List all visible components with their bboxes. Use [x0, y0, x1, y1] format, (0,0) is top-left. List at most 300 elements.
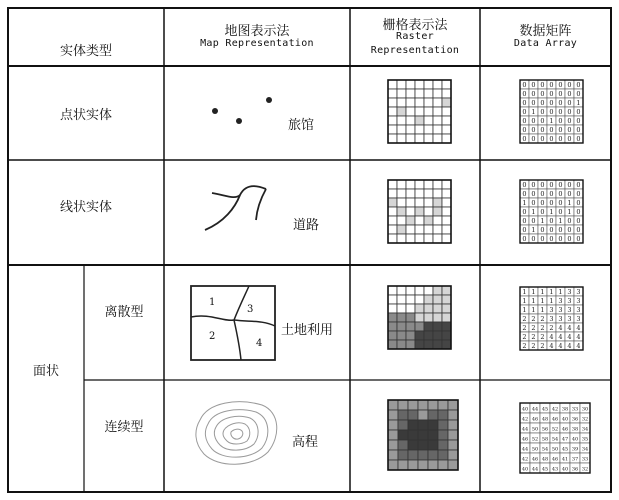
raster-cell — [442, 189, 451, 198]
raster-cell — [442, 134, 451, 143]
raster-cell — [406, 116, 415, 125]
array-value: 46 — [521, 436, 529, 443]
raster-cell — [406, 322, 415, 331]
raster-cell — [397, 331, 406, 340]
raster-cell — [424, 125, 433, 134]
raster-cell — [424, 116, 433, 125]
array-value: 0 — [558, 108, 563, 116]
array-value: 0 — [522, 181, 527, 189]
array-value: 0 — [567, 99, 572, 107]
array-value: 50 — [531, 426, 539, 433]
array-value: 1 — [540, 288, 545, 296]
array-value: 0 — [531, 126, 536, 134]
array-value: 0 — [540, 190, 545, 198]
raster-cell — [406, 125, 415, 134]
raster-cell — [388, 450, 398, 460]
raster-cell — [418, 440, 428, 450]
raster-cell — [433, 207, 442, 216]
array-value: 32 — [581, 466, 589, 473]
data-array-point — [520, 80, 583, 143]
array-value: 3 — [567, 315, 572, 323]
raster-cell — [388, 207, 397, 216]
raster-cell — [406, 216, 415, 225]
raster-cell — [433, 189, 442, 198]
array-value: 0 — [576, 217, 581, 225]
raster-cell — [388, 331, 397, 340]
array-value: 0 — [531, 81, 536, 89]
array-value: 0 — [531, 190, 536, 198]
array-value: 0 — [576, 126, 581, 134]
data-array-continuous — [520, 403, 590, 473]
raster-cell — [388, 189, 397, 198]
array-value: 0 — [522, 235, 527, 243]
raster-cell — [433, 331, 442, 340]
array-value: 0 — [549, 90, 554, 98]
raster-cell — [388, 295, 397, 304]
raster-cell — [415, 234, 424, 243]
raster-cell — [424, 207, 433, 216]
raster-cell — [442, 125, 451, 134]
array-value: 0 — [567, 126, 572, 134]
array-value: 0 — [567, 217, 572, 225]
raster-cell — [398, 460, 408, 470]
array-value: 0 — [567, 190, 572, 198]
raster-cell — [424, 189, 433, 198]
array-value: 0 — [522, 126, 527, 134]
array-value: 0 — [558, 135, 563, 143]
array-value: 0 — [540, 235, 545, 243]
raster-cell — [388, 180, 397, 189]
raster-cell — [433, 295, 442, 304]
raster-cell — [397, 340, 406, 349]
raster-cell — [388, 340, 397, 349]
header-raster-en-2: Representation — [370, 45, 460, 56]
raster-cell — [418, 400, 428, 410]
raster-grid-discrete — [388, 286, 451, 349]
array-value: 1 — [522, 306, 527, 314]
raster-cell — [388, 304, 397, 313]
header-raster-en-1: Raster — [396, 31, 434, 42]
map-contours — [196, 402, 277, 465]
array-value: 4 — [549, 342, 554, 350]
array-value: 46 — [531, 456, 539, 463]
raster-cell — [388, 216, 397, 225]
array-value: 3 — [558, 297, 563, 305]
raster-cell — [424, 98, 433, 107]
array-value: 0 — [540, 117, 545, 125]
raster-cell — [406, 98, 415, 107]
entity-area-continuous: 连续型 — [104, 420, 144, 435]
array-value: 3 — [576, 297, 581, 305]
raster-cell — [438, 430, 448, 440]
raster-cell — [397, 225, 406, 234]
raster-cell — [442, 107, 451, 116]
raster-cell — [424, 107, 433, 116]
raster-cell — [397, 180, 406, 189]
raster-cell — [408, 430, 418, 440]
raster-cell — [433, 180, 442, 189]
array-value: 0 — [549, 108, 554, 116]
raster-cell — [406, 304, 415, 313]
array-value: 4 — [558, 324, 563, 332]
array-value: 0 — [531, 135, 536, 143]
raster-cell — [438, 460, 448, 470]
array-value: 40 — [561, 416, 569, 423]
raster-cell — [406, 207, 415, 216]
raster-cell — [406, 89, 415, 98]
raster-cell — [388, 234, 397, 243]
array-value: 54 — [541, 446, 549, 453]
raster-cell — [397, 189, 406, 198]
array-value: 0 — [540, 99, 545, 107]
array-value: 0 — [576, 135, 581, 143]
array-value: 39 — [571, 446, 579, 453]
array-value: 0 — [558, 199, 563, 207]
raster-cell — [415, 340, 424, 349]
raster-cell — [433, 198, 442, 207]
header-array-zh: 数据矩阵 — [519, 24, 572, 39]
header-map-zh: 地图表示法 — [224, 24, 290, 39]
array-value: 0 — [549, 190, 554, 198]
raster-cell — [406, 180, 415, 189]
raster-cell — [388, 410, 398, 420]
array-value: 0 — [558, 81, 563, 89]
raster-cell — [406, 107, 415, 116]
array-value: 0 — [567, 108, 572, 116]
map-road-east-branch — [256, 189, 266, 220]
raster-cell — [424, 304, 433, 313]
array-value: 0 — [549, 199, 554, 207]
raster-cell — [415, 286, 424, 295]
array-value: 1 — [549, 117, 554, 125]
array-value: 52 — [531, 436, 539, 443]
array-value: 0 — [576, 226, 581, 234]
array-value: 0 — [576, 208, 581, 216]
raster-cell — [406, 234, 415, 243]
zone-number-2: 2 — [209, 331, 216, 342]
array-value: 4 — [576, 324, 581, 332]
raster-cell — [438, 420, 448, 430]
raster-cell — [397, 295, 406, 304]
raster-cell — [428, 410, 438, 420]
raster-cell — [397, 234, 406, 243]
raster-cell — [397, 116, 406, 125]
raster-cell — [397, 286, 406, 295]
array-value: 1 — [522, 288, 527, 296]
array-value: 0 — [576, 190, 581, 198]
array-value: 43 — [551, 466, 559, 473]
array-value: 0 — [558, 190, 563, 198]
raster-cell — [433, 234, 442, 243]
raster-cell — [397, 313, 406, 322]
raster-cell — [418, 460, 428, 470]
array-value: 1 — [531, 288, 536, 296]
zone-number-3: 3 — [247, 304, 254, 315]
array-value: 0 — [558, 226, 563, 234]
map-label-hotel: 旅馆 — [288, 118, 315, 133]
array-value: 58 — [541, 436, 549, 443]
raster-cell — [415, 295, 424, 304]
array-value: 42 — [521, 456, 529, 463]
array-value: 0 — [522, 217, 527, 225]
raster-cell — [388, 430, 398, 440]
raster-cell — [438, 450, 448, 460]
raster-cell — [442, 98, 451, 107]
map-road-west-branch — [212, 193, 240, 197]
raster-cell — [442, 331, 451, 340]
raster-cell — [397, 304, 406, 313]
raster-cell — [442, 286, 451, 295]
array-value: 0 — [576, 81, 581, 89]
array-value: 30 — [581, 406, 589, 413]
raster-cell — [397, 198, 406, 207]
array-value: 1 — [531, 306, 536, 314]
array-value: 1 — [531, 226, 536, 234]
array-value: 40 — [561, 466, 569, 473]
contour-3 — [214, 416, 258, 450]
raster-cell — [408, 420, 418, 430]
raster-cell — [433, 125, 442, 134]
raster-cell — [388, 125, 397, 134]
array-value: 0 — [531, 90, 536, 98]
map-zone-boundary-3 — [234, 320, 275, 326]
array-value: 0 — [540, 135, 545, 143]
array-value: 1 — [549, 208, 554, 216]
raster-cell — [424, 89, 433, 98]
raster-cell — [448, 430, 458, 440]
raster-cell — [428, 430, 438, 440]
array-value: 0 — [522, 190, 527, 198]
map-point-2 — [236, 118, 242, 124]
raster-cell — [448, 400, 458, 410]
array-value: 46 — [551, 416, 559, 423]
array-value: 0 — [558, 181, 563, 189]
raster-cell — [406, 189, 415, 198]
array-value: 2 — [522, 333, 527, 341]
map-zone-boundary-2 — [234, 320, 241, 360]
raster-cell — [442, 313, 451, 322]
entity-line: 线状实体 — [59, 200, 112, 215]
raster-cell — [415, 225, 424, 234]
raster-cell — [397, 80, 406, 89]
raster-cell — [442, 116, 451, 125]
array-value: 3 — [567, 306, 572, 314]
raster-cell — [388, 420, 398, 430]
map-label-elevation: 高程 — [292, 435, 319, 450]
raster-cell — [397, 207, 406, 216]
raster-cell — [406, 286, 415, 295]
raster-cell — [428, 460, 438, 470]
array-value: 0 — [567, 117, 572, 125]
array-value: 0 — [531, 217, 536, 225]
array-value: 2 — [522, 315, 527, 323]
raster-cell — [442, 80, 451, 89]
array-value: 0 — [540, 226, 545, 234]
array-value: 1 — [549, 297, 554, 305]
array-value: 0 — [576, 235, 581, 243]
data-array-line — [520, 180, 583, 243]
raster-cell — [388, 400, 398, 410]
raster-cell — [448, 440, 458, 450]
array-value: 46 — [531, 416, 539, 423]
raster-cell — [433, 340, 442, 349]
raster-cell — [415, 322, 424, 331]
raster-cell — [397, 89, 406, 98]
raster-cell — [406, 340, 415, 349]
raster-cell — [408, 400, 418, 410]
array-value: 48 — [541, 416, 549, 423]
array-value: 3 — [567, 288, 572, 296]
array-value: 0 — [558, 90, 563, 98]
raster-cell — [408, 440, 418, 450]
raster-cell — [442, 216, 451, 225]
raster-cell — [428, 450, 438, 460]
array-value: 4 — [558, 342, 563, 350]
array-value: 50 — [551, 446, 559, 453]
array-value: 35 — [581, 436, 589, 443]
array-value: 2 — [531, 333, 536, 341]
array-value: 0 — [549, 181, 554, 189]
array-value: 0 — [531, 199, 536, 207]
raster-cell — [397, 107, 406, 116]
array-value: 0 — [540, 181, 545, 189]
array-value: 0 — [549, 235, 554, 243]
array-value: 0 — [540, 199, 545, 207]
raster-cell — [388, 80, 397, 89]
map-point-3 — [266, 97, 272, 103]
array-value: 54 — [551, 436, 559, 443]
raster-cell — [415, 80, 424, 89]
array-value: 0 — [549, 226, 554, 234]
array-value: 0 — [540, 81, 545, 89]
raster-cell — [438, 400, 448, 410]
array-value: 32 — [581, 416, 589, 423]
array-value: 0 — [549, 126, 554, 134]
array-value: 4 — [549, 333, 554, 341]
array-value: 40 — [571, 436, 579, 443]
array-value: 0 — [576, 90, 581, 98]
array-value: 0 — [540, 108, 545, 116]
raster-cell — [433, 107, 442, 116]
array-value: 0 — [522, 81, 527, 89]
array-value: 4 — [576, 333, 581, 341]
entity-area-discrete: 离散型 — [104, 305, 144, 320]
raster-grid-line — [388, 180, 451, 243]
array-value: 2 — [531, 324, 536, 332]
array-value: 40 — [521, 406, 529, 413]
array-value: 56 — [541, 426, 549, 433]
array-value: 1 — [531, 108, 536, 116]
array-value: 36 — [571, 416, 579, 423]
array-value: 0 — [567, 226, 572, 234]
array-value: 1 — [549, 288, 554, 296]
raster-cell — [442, 89, 451, 98]
array-value: 0 — [567, 181, 572, 189]
array-value: 44 — [531, 466, 539, 473]
array-value: 0 — [522, 135, 527, 143]
array-value: 0 — [576, 199, 581, 207]
raster-cell — [406, 331, 415, 340]
raster-cell — [415, 107, 424, 116]
array-value: 3 — [567, 297, 572, 305]
raster-cell — [397, 98, 406, 107]
array-value: 0 — [549, 217, 554, 225]
raster-cell — [418, 430, 428, 440]
array-value: 4 — [567, 324, 572, 332]
raster-cell — [428, 400, 438, 410]
raster-cell — [388, 225, 397, 234]
array-value: 0 — [567, 135, 572, 143]
array-value: 46 — [561, 426, 569, 433]
raster-cell — [388, 198, 397, 207]
raster-cell — [428, 420, 438, 430]
raster-cell — [433, 134, 442, 143]
array-value: 0 — [522, 90, 527, 98]
raster-cell — [428, 440, 438, 450]
array-value: 42 — [521, 416, 529, 423]
raster-cell — [398, 430, 408, 440]
array-value: 0 — [522, 108, 527, 116]
array-value: 0 — [576, 108, 581, 116]
raster-cell — [448, 450, 458, 460]
array-value: 4 — [567, 333, 572, 341]
array-value: 0 — [531, 181, 536, 189]
array-value: 0 — [576, 181, 581, 189]
array-value: 1 — [540, 297, 545, 305]
raster-cell — [433, 89, 442, 98]
array-value: 40 — [521, 466, 529, 473]
array-value: 44 — [521, 446, 529, 453]
raster-cell — [442, 322, 451, 331]
array-value: 1 — [558, 217, 563, 225]
array-value: 2 — [540, 324, 545, 332]
raster-cell — [433, 313, 442, 322]
raster-cell — [442, 207, 451, 216]
raster-cell — [388, 89, 397, 98]
array-value: 52 — [551, 426, 559, 433]
raster-cell — [415, 304, 424, 313]
raster-cell — [418, 420, 428, 430]
raster-cell — [415, 331, 424, 340]
array-value: 2 — [540, 315, 545, 323]
array-value: 44 — [521, 426, 529, 433]
map-point-1 — [212, 108, 218, 114]
raster-cell — [442, 225, 451, 234]
array-value: 0 — [522, 226, 527, 234]
array-value: 3 — [576, 315, 581, 323]
raster-cell — [406, 198, 415, 207]
array-value: 0 — [531, 99, 536, 107]
array-value: 1 — [522, 199, 527, 207]
header-array-en: Data Array — [513, 38, 578, 49]
raster-cell — [406, 134, 415, 143]
zone-number-1: 1 — [209, 297, 216, 308]
raster-cell — [424, 225, 433, 234]
raster-cell — [442, 198, 451, 207]
entity-point: 点状实体 — [59, 108, 112, 123]
raster-cell — [397, 125, 406, 134]
raster-cell — [388, 107, 397, 116]
raster-cell — [398, 400, 408, 410]
raster-cell — [433, 80, 442, 89]
array-value: 0 — [558, 126, 563, 134]
raster-cell — [415, 89, 424, 98]
array-value: 3 — [576, 288, 581, 296]
array-value: 3 — [558, 315, 563, 323]
array-value: 34 — [581, 446, 589, 453]
raster-cell — [415, 116, 424, 125]
raster-cell — [433, 216, 442, 225]
